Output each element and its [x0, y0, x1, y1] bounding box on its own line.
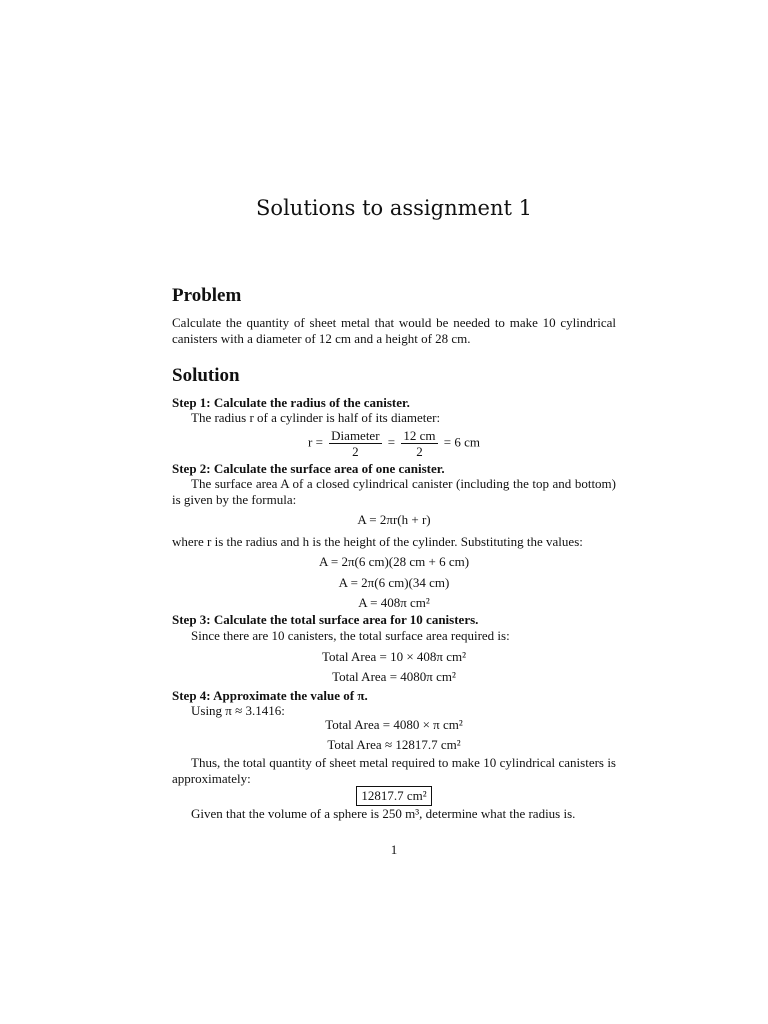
- step1-equation: [172, 428, 616, 459]
- solution-heading: Solution: [172, 365, 240, 386]
- step4-equation-2: Total Area ≈ 12817.7 cm²: [327, 737, 461, 752]
- followup-question: Given that the volume of a sphere is 250 m³, determine what the radius is.: [191, 806, 576, 821]
- step3-equation-2: Total Area = 4080π cm²: [332, 669, 456, 684]
- answer-row: [172, 786, 616, 806]
- fraction-diameter: [329, 428, 381, 459]
- step1-eq-lhs: r =: [308, 434, 323, 450]
- fraction-denominator: 2: [352, 444, 359, 459]
- step4-text: Using π ≈ 3.1416:: [191, 703, 285, 718]
- page-number: 1: [390, 842, 398, 857]
- conclusion-text: Thus, the total quantity of sheet metal required to make 10 cylindrical canisters is approximately:: [172, 755, 616, 786]
- fraction-numerator: 12 cm: [403, 428, 436, 443]
- step2-equation-3: A = 408π cm²: [358, 595, 430, 610]
- step2-formula: A = 2πr(h + r): [357, 512, 431, 527]
- step1-eq-mid: =: [387, 434, 396, 450]
- document-page: [172, 0, 616, 1024]
- step3-equation-1: Total Area = 10 × 408π cm²: [321, 649, 467, 664]
- step1-eq-rhs: = 6 cm: [443, 434, 480, 450]
- step2-where-text: where r is the radius and h is the height of the cylinder. Substituting the values:: [172, 534, 583, 549]
- step2-equation-2: A = 2π(6 cm)(34 cm): [338, 575, 450, 590]
- problem-heading: Problem: [172, 285, 242, 306]
- document-title: Solutions to assignment 1: [256, 196, 532, 220]
- step4-equation-1: Total Area = 4080 × π cm²: [325, 717, 463, 732]
- step1-title: Step 1: Calculate the radius of the canister.: [172, 395, 410, 410]
- step3-title: Step 3: Calculate the total surface area for 10 canisters.: [172, 612, 479, 627]
- fraction-numerator: Diameter: [331, 428, 380, 443]
- fraction-12cm: [401, 428, 437, 459]
- step4-title: Step 4: Approximate the value of π.: [172, 688, 368, 703]
- step2-title: Step 2: Calculate the surface area of one canister.: [172, 461, 445, 476]
- step1-text: The radius r of a cylinder is half of its diameter:: [191, 410, 441, 425]
- fraction-denominator: 2: [416, 444, 423, 459]
- problem-text: Calculate the quantity of sheet metal that would be needed to make 10 cylindrical canisters with a diameter of 12 cm and a height of 28 cm.: [172, 315, 616, 346]
- step2-equation-1: A = 2π(6 cm)(28 cm + 6 cm): [318, 554, 470, 569]
- step3-text: Since there are 10 canisters, the total surface area required is:: [191, 628, 510, 643]
- boxed-answer: 12817.7 cm²: [356, 786, 431, 806]
- step2-text: The surface area A of a closed cylindrical canister (including the top and bottom) is given by the formula:: [172, 476, 616, 507]
